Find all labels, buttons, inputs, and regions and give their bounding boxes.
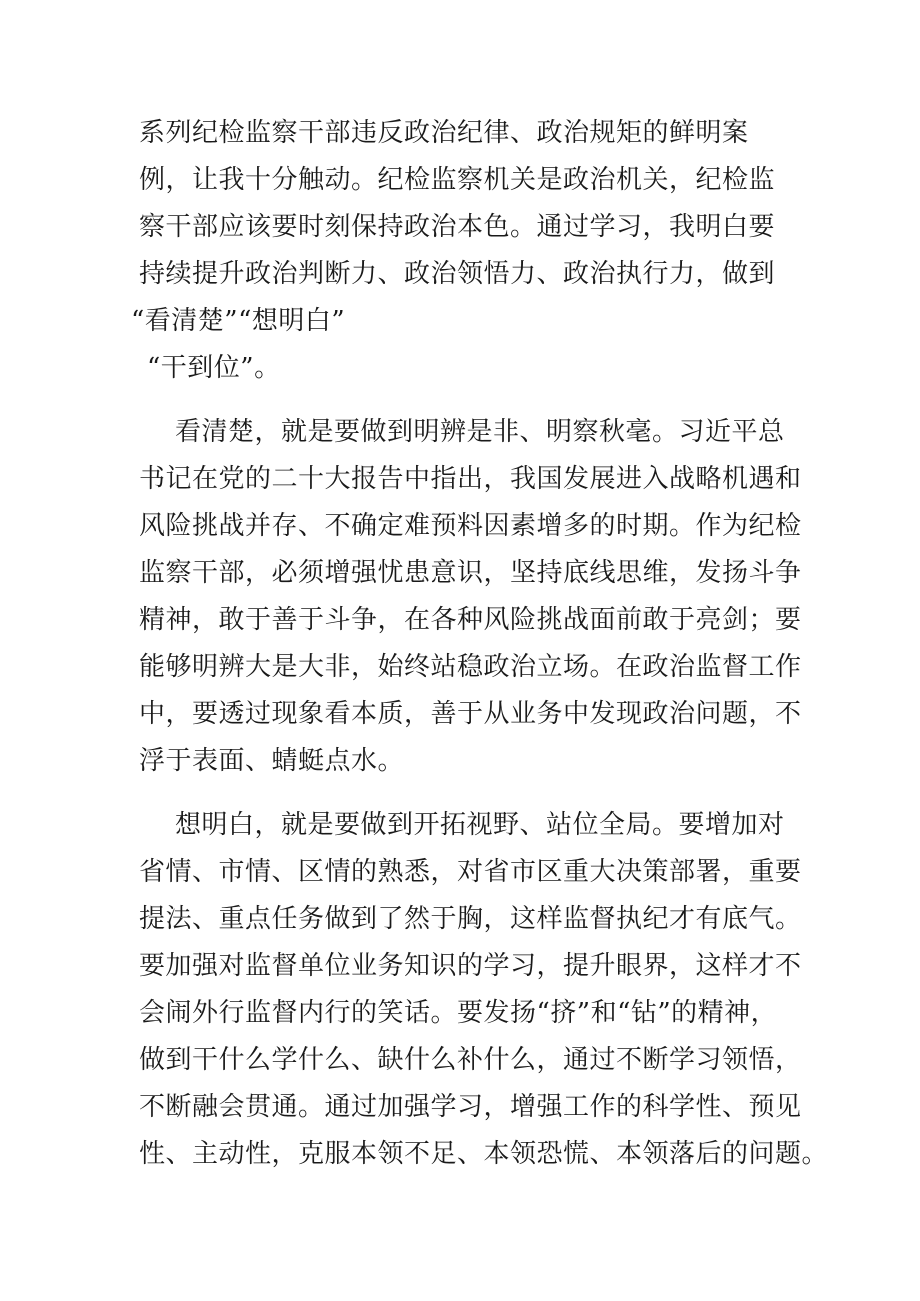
text-line: 做到干什么学什么、缺什么补什么，通过不断学习领悟， — [139, 1045, 802, 1075]
text-line: 例，让我十分触动。纪检监察机关是政治机关，纪检监 — [139, 165, 776, 195]
text-line: 省情、市情、区情的熟悉，对省市区重大决策部署，重要 — [139, 857, 802, 887]
text-line: 书记在党的二十大报告中指出，我国发展进入战略机遇和 — [139, 464, 802, 494]
text-line: 性、主动性，克服本领不足、本领恐慌、本领落后的问题。 — [139, 1139, 829, 1169]
text-line: 精神，敢于善于斗争，在各种风险挑战面前敢于亮剑；要 — [139, 605, 802, 635]
text-line: “干到位”。 — [147, 353, 281, 383]
text-line: 中，要透过现象看本质，善于从业务中发现政治问题，不 — [139, 699, 802, 729]
text-line: 会闹外行监督内行的笑话。要发扬“挤”和“钻”的精神， — [139, 998, 778, 1028]
text-line: 持续提升政治判断力、政治领悟力、政治执行力，做到 — [139, 259, 776, 289]
text-line: 不断融会贯通。通过加强学习，增强工作的科学性、预见 — [139, 1092, 802, 1122]
text-line: 系列纪检监察干部违反政治纪律、政治规矩的鲜明案 — [139, 118, 749, 148]
text-line: 察干部应该要时刻保持政治本色。通过学习，我明白要 — [139, 212, 776, 242]
text-line: 浮于表面、蜻蜓点水。 — [139, 746, 405, 776]
text-line: 监察干部，必须增强忧患意识，坚持底线思维，发扬斗争 — [139, 558, 802, 588]
text-line: 看清楚，就是要做到明辨是非、明察秋毫。习近平总 — [175, 417, 785, 447]
text-line: 风险挑战并存、不确定难预料因素增多的时期。作为纪检 — [139, 511, 802, 541]
text-line: 想明白，就是要做到开拓视野、站位全局。要增加对 — [175, 810, 785, 840]
text-line: 能够明辨大是大非，始终站稳政治立场。在政治监督工作 — [139, 652, 802, 682]
text-line: 提法、重点任务做到了然于胸，这样监督执纪才有底气。 — [139, 904, 802, 934]
text-line: 要加强对监督单位业务知识的学习，提升眼界，这样才不 — [139, 951, 802, 981]
text-line: “看清楚”“想明白” — [131, 306, 346, 336]
